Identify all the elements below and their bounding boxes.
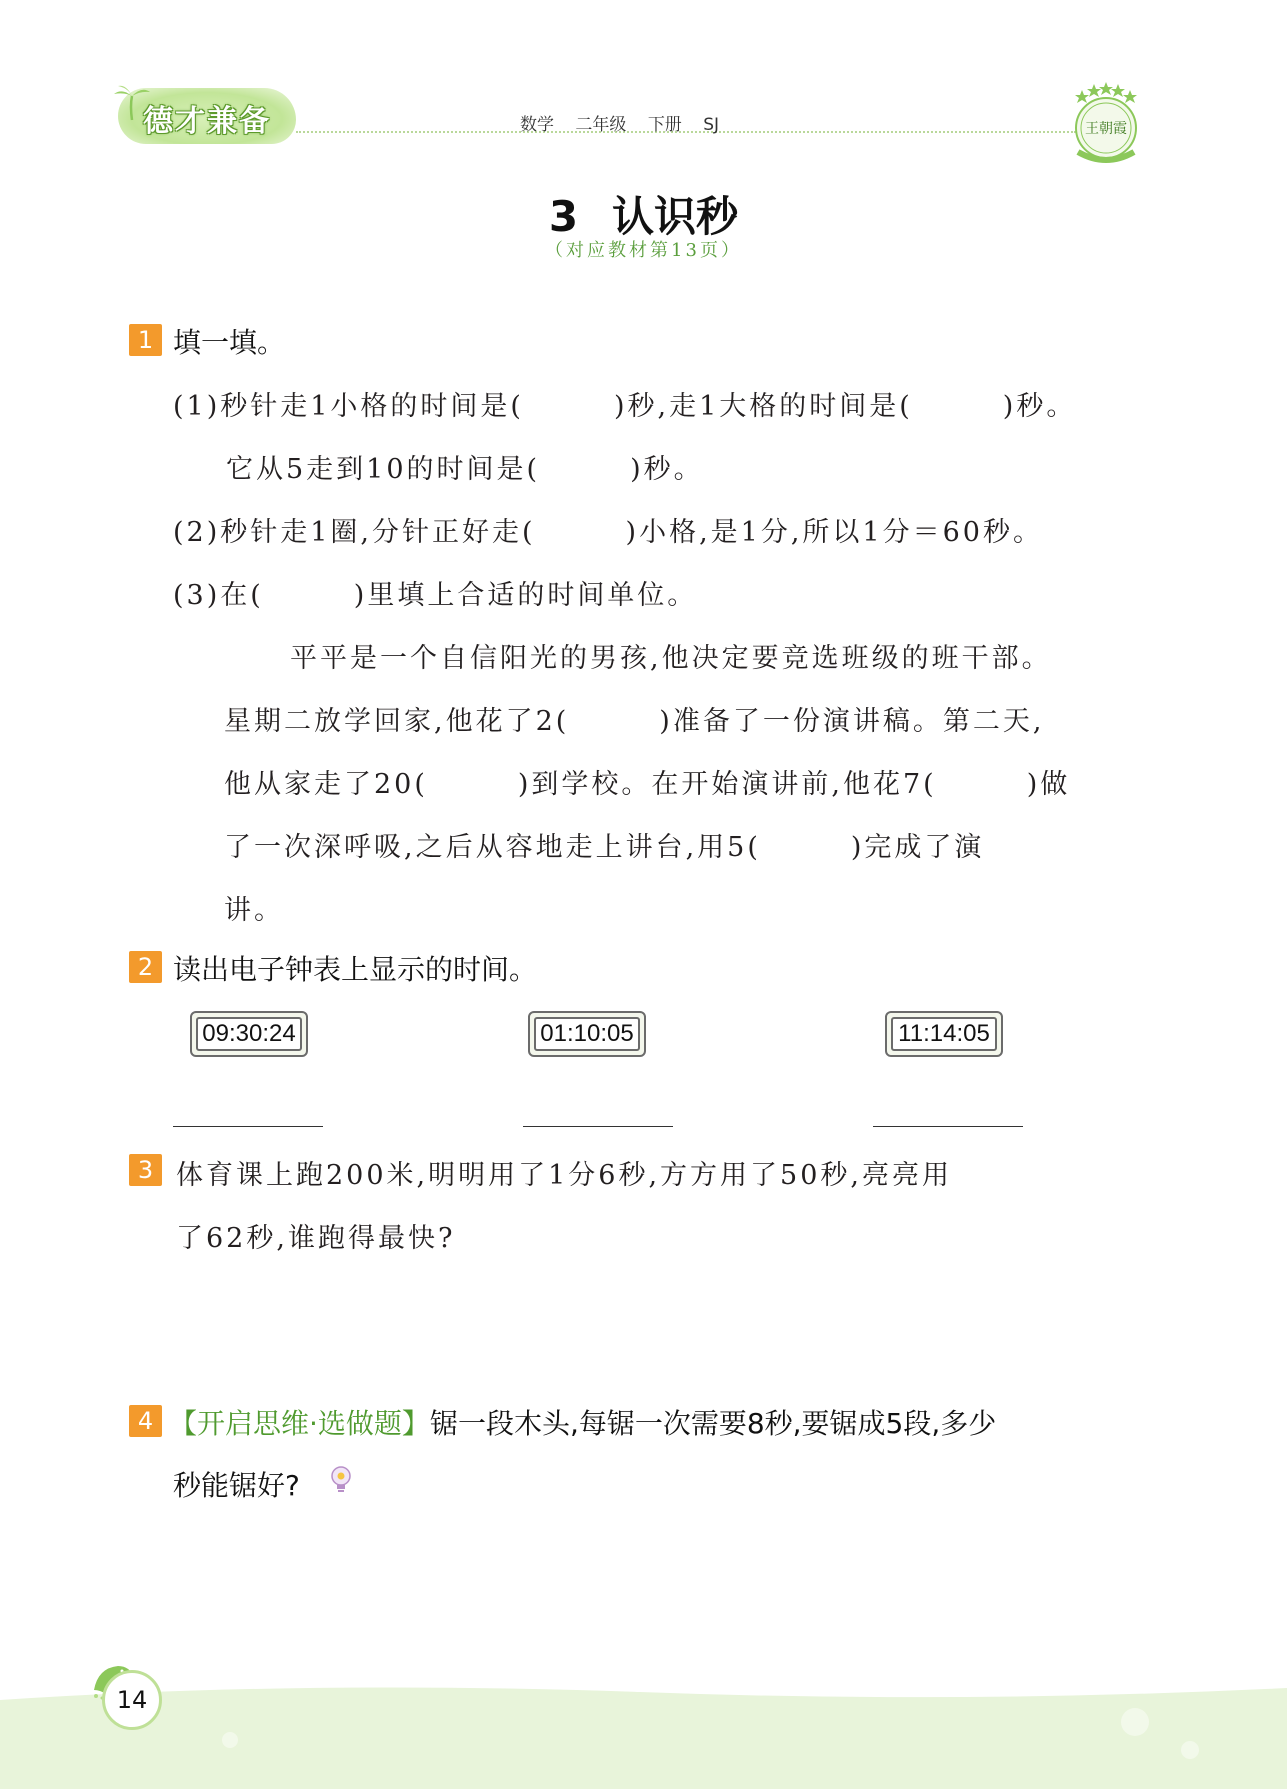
- edition: SJ: [703, 115, 720, 135]
- answer-line[interactable]: [873, 1126, 1023, 1127]
- question-title: 填一填。: [173, 326, 286, 359]
- digital-clock: [528, 1011, 646, 1057]
- tag-open: 【: [169, 1407, 198, 1440]
- volume: 下册: [647, 115, 682, 135]
- answer-line[interactable]: [523, 1126, 673, 1127]
- clock-display: 01:10:05: [534, 1017, 640, 1051]
- clock-display: 11:14:05: [891, 1017, 997, 1051]
- subject: 数学: [520, 115, 554, 135]
- q1-line-4: (3)在( )里填上合适的时间单位。: [173, 580, 698, 611]
- question-badge: 1: [129, 324, 162, 356]
- page-number: 14: [116, 1686, 148, 1714]
- q1-line-6: 星期二放学回家,他花了2( )准备了一份演讲稿。第二天,: [224, 706, 1045, 737]
- digital-clock: [190, 1011, 308, 1057]
- author-seal-icon: [1064, 82, 1144, 164]
- seal-text: 王朝霞: [1085, 121, 1127, 137]
- q1-line-3: (2)秒针走1圈,分针正好走( )小格,是1分,所以1分＝60秒。: [173, 517, 1043, 548]
- q1-line-2: 它从5走到10的时间是( )秒。: [226, 454, 704, 485]
- q4-text-1: 锯一段木头,每锯一次需要8秒,要锯成5段,多少: [429, 1407, 997, 1440]
- tag-close: 】: [401, 1407, 430, 1440]
- footer-background: [0, 1680, 1287, 1789]
- q3-line-1: 体育课上跑200米,明明用了1分6秒,方方用了50秒,亮亮用: [176, 1160, 952, 1191]
- page-number-badge: [102, 1670, 162, 1730]
- clock-display: 09:30:24: [196, 1017, 302, 1051]
- q4-line-1: [169, 1402, 996, 1442]
- q4-line-2: 秒能锯好?: [173, 1469, 300, 1502]
- question-badge: 3: [129, 1154, 162, 1186]
- q1-line-1: (1)秒针走1小格的时间是( )秒,走1大格的时间是( )秒。: [173, 391, 1077, 422]
- book-info: [520, 110, 735, 135]
- digital-clock: [885, 1011, 1003, 1057]
- textbook-reference: （对应教材第13页）: [545, 240, 742, 261]
- brand-text: 德才兼备: [143, 104, 271, 139]
- question-badge: 4: [129, 1405, 162, 1437]
- q1-line-7: 他从家走了20( )到学校。在开始演讲前,他花7( )做: [224, 769, 1071, 800]
- q1-line-9: 讲。: [224, 895, 284, 926]
- lightbulb-hint-icon: [328, 1465, 354, 1495]
- page-title: [0, 184, 1287, 244]
- question-badge: 2: [129, 951, 162, 983]
- grade: 二年级: [575, 115, 627, 135]
- lesson-title: 认识秒: [612, 192, 739, 241]
- palm-tree-icon: [112, 82, 152, 122]
- q3-line-2: 了62秒,谁跑得最快?: [176, 1223, 456, 1254]
- lesson-number: 3: [548, 192, 579, 241]
- question-title: 读出电子钟表上显示的时间。: [173, 953, 538, 986]
- q1-line-8: 了一次深呼吸,之后从容地走上讲台,用5( )完成了演: [224, 832, 985, 863]
- question-tag: 开启思维·选做题: [197, 1407, 402, 1440]
- q1-line-5: 平平是一个自信阳光的男孩,他决定要竞选班级的班干部。: [290, 643, 1052, 674]
- answer-line[interactable]: [173, 1126, 323, 1127]
